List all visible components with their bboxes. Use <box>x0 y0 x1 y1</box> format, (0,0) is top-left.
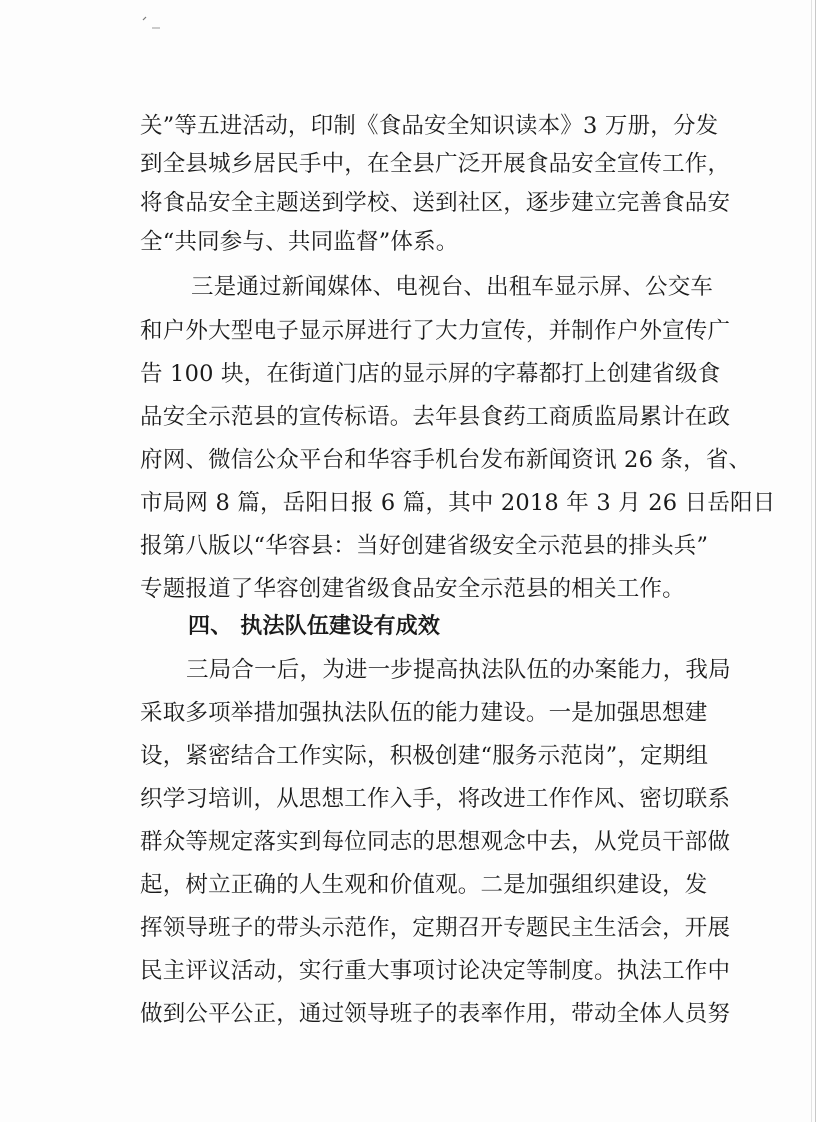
paragraph-line: 群众等规定落实到每位同志的思想观念中去，从党员干部做 <box>140 829 731 855</box>
paragraph-line: 专题报道了华容创建省级食品安全示范县的相关工作。 <box>140 576 685 602</box>
paragraph-line: 和户外大型电子显示屏进行了大力宣传，并制作户外宣传广 <box>140 318 731 344</box>
paragraph-line: 府网、微信公众平台和华容手机台发布新闻资讯 26 条，省、 <box>140 447 752 473</box>
paragraph-line: 民主评议活动，实行重大事项讨论决定等制度。执法工作中 <box>140 958 731 984</box>
paragraph-line: 品安全示范县的宣传标语。去年县食药工商质监局累计在政 <box>140 404 731 430</box>
paragraph-line: 三局合一后，为进一步提高执法队伍的办案能力，我局 <box>186 657 731 683</box>
section-heading: 四、 执法队伍建设有成效 <box>188 614 441 639</box>
paragraph-line: 关”等五进活动，印制《食品安全知识读本》3 万册，分发 <box>140 113 719 139</box>
paragraph-line: 挥领导班子的带头示范作，定期召开专题民主生活会，开展 <box>140 915 731 941</box>
paragraph-line: 采取多项举措加强执法队伍的能力建设。一是加强思想建 <box>140 700 708 726</box>
paragraph-line: 织学习培训，从思想工作入手，将改进工作作风、密切联系 <box>140 786 731 812</box>
paragraph-line: 设，紧密结合工作实际，积极创建“服务示范岗”，定期组 <box>140 743 709 769</box>
paragraph-line: 到全县城乡居民手中，在全县广泛开展食品安全宣传工作， <box>140 151 731 177</box>
paragraph-line: 全“共同参与、共同监督”体系。 <box>140 229 459 255</box>
scan-corner-mark-icon <box>140 14 170 34</box>
paragraph-line: 市局网 8 篇，岳阳日报 6 篇，其中 2018 年 3 月 26 日岳阳日 <box>140 490 776 516</box>
paragraph-line: 将食品安全主题送到学校、送到社区，逐步建立完善食品安 <box>140 190 731 216</box>
paragraph-line: 告 100 块，在街道门店的显示屏的字幕都打上创建省级食 <box>140 361 721 387</box>
paragraph-line: 报第八版以“华容县：当好创建省级安全示范县的排头兵” <box>140 533 709 559</box>
paragraph-line: 三是通过新闻媒体、电视台、出租车显示屏、公交车 <box>191 274 714 300</box>
paragraph-line: 起，树立正确的人生观和价值观。二是加强组织建设，发 <box>140 872 708 898</box>
paragraph-line: 做到公平公正，通过领导班子的表率作用，带动全体人员努 <box>140 1001 731 1027</box>
scan-edge-line-inner <box>811 0 812 1122</box>
